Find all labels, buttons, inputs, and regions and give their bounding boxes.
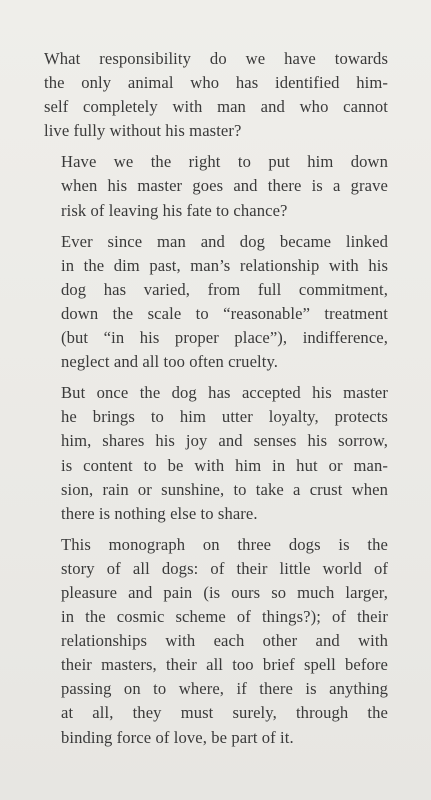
text-line: down the scale to “reasonable” treatment: [61, 303, 388, 323]
text-line: sion, rain or sunshine, to take a crust when: [61, 479, 388, 499]
text-line: live fully without his master?: [44, 121, 242, 141]
text-line: passing on to where, if there is anything: [61, 679, 388, 699]
text-line: in the dim past, man’s relationship with his: [61, 255, 388, 275]
text-line: he brings to him utter loyalty, protects: [61, 407, 388, 427]
text-line: Ever since man and dog became linked: [61, 231, 388, 251]
text-line: risk of leaving his fate to chance?: [61, 200, 288, 220]
paragraph-2: [44, 150, 388, 222]
text-line: pleasure and pain (is ours so much larger,: [61, 582, 388, 602]
text-line: This monograph on three dogs is the: [61, 534, 388, 554]
text-line: is content to be with him in hut or man-: [61, 455, 388, 475]
body-text: [44, 47, 388, 757]
text-line: when his master goes and there is a grave: [61, 176, 388, 196]
text-line: (but “in his proper place”), indifference,: [61, 328, 388, 348]
text-line: him, shares his joy and senses his sorrow,: [61, 431, 388, 451]
text-line: the only animal who has identified him-: [44, 73, 388, 93]
text-line: their masters, their all too brief spell before: [61, 655, 388, 675]
text-line: self completely with man and who cannot: [44, 97, 388, 117]
text-line: relationships with each other and with: [61, 631, 388, 651]
paragraph-3: [44, 230, 388, 375]
text-line: What responsibility do we have towards: [44, 49, 388, 68]
paragraph-4: [44, 381, 388, 526]
text-line: But once the dog has accepted his master: [61, 383, 388, 403]
text-line: binding force of love, be part of it.: [61, 727, 294, 747]
text-line: dog has varied, from full commitment,: [61, 279, 388, 299]
text-line: there is nothing else to share.: [61, 503, 258, 523]
paragraph-1: [44, 47, 388, 143]
text-line: in the cosmic scheme of things?); of their: [61, 607, 388, 627]
text-line: neglect and all too often cruelty.: [61, 352, 279, 372]
text-line: story of all dogs: of their little world of: [61, 558, 388, 578]
text-line: Have we the right to put him down: [61, 152, 388, 172]
text-line: at all, they must surely, through the: [61, 703, 388, 723]
paragraph-5: [44, 533, 388, 750]
